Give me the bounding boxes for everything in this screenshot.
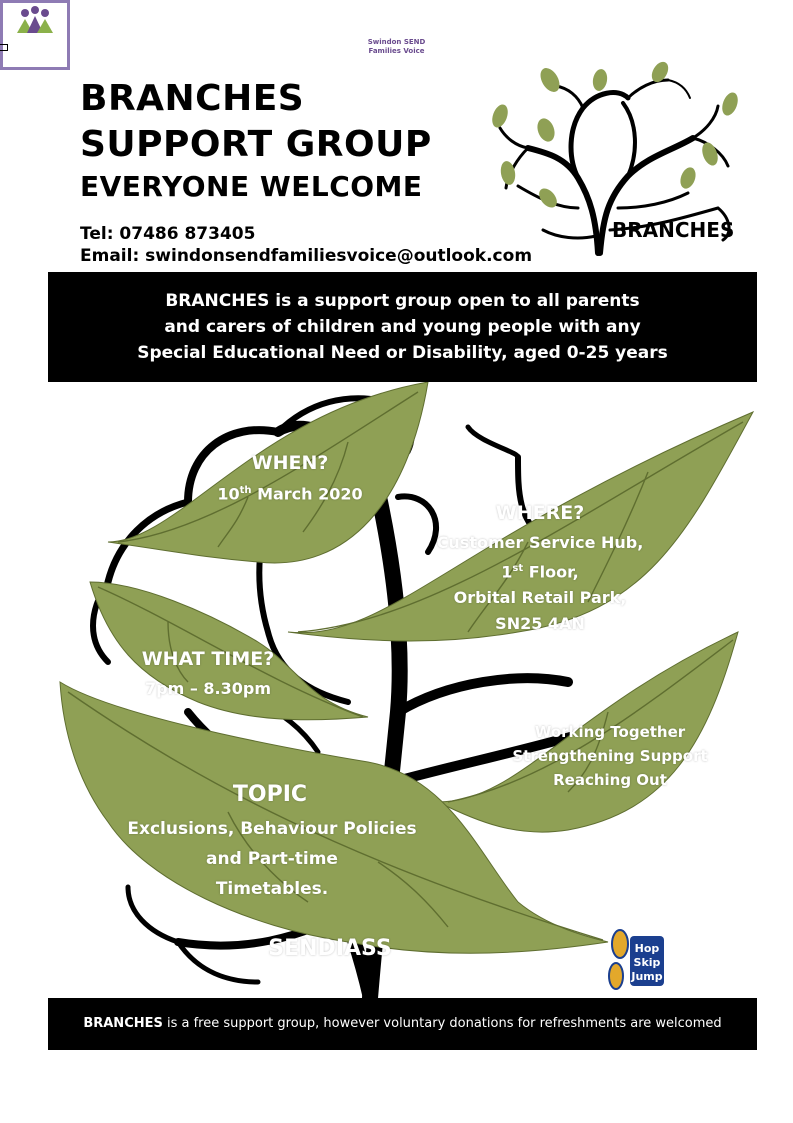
send-line-2: Families Voice — [368, 47, 425, 55]
title-line-1: BRANCHES — [80, 78, 305, 119]
footer-banner — [48, 998, 757, 1050]
logo-wordmark: BRANCHES — [612, 218, 735, 242]
where-address: Customer Service Hub, 1st Floor, Orbital Retail Park, SN25 4AN — [436, 533, 644, 634]
svg-text:Skip: Skip — [633, 956, 661, 969]
where-heading: WHERE? — [495, 502, 585, 524]
when-heading: WHEN? — [251, 452, 329, 474]
svg-text:Jump: Jump — [631, 970, 663, 983]
email-text: Email: swindonsendfamiliesvoice@outlook.com — [80, 246, 533, 266]
svg-text:Hop: Hop — [634, 942, 660, 955]
intro-banner — [48, 272, 757, 382]
intro-line-3: Special Educational Need or Disability, aged 0-25 years — [137, 343, 668, 363]
topic-heading: TOPIC — [232, 782, 308, 807]
footprints-icon — [602, 922, 666, 994]
topic-description: Exclusions, Behaviour Policies and Part-time Timetables. — [127, 819, 417, 899]
swindon-send-logo — [0, 0, 426, 70]
footer-lead: BRANCHES — [83, 1016, 163, 1031]
when-date: 10th March 2020 — [217, 484, 363, 504]
title-line-2: SUPPORT GROUP — [80, 124, 432, 165]
title-line-3: EVERYONE WELCOME — [80, 170, 423, 203]
people-icon — [3, 3, 67, 39]
footer-text: is a free support group, however voluntary donations for refreshments are welcomed — [162, 1016, 722, 1031]
motto-text: Working Together Strengthening Support Reaching Out — [512, 723, 708, 789]
telephone-text: Tel: 07486 873405 — [80, 224, 256, 244]
topic-presenter: SENDIASS — [268, 936, 392, 961]
intro-line-1: BRANCHES is a support group open to all parents — [165, 291, 640, 311]
intro-line-2: and carers of children and young people with any — [164, 317, 641, 337]
time-heading: WHAT TIME? — [141, 648, 275, 670]
send-line-1: Swindon SEND — [367, 38, 426, 46]
hop-skip-jump-logo — [602, 922, 666, 994]
time-value: 7pm – 8.30pm — [145, 679, 271, 698]
